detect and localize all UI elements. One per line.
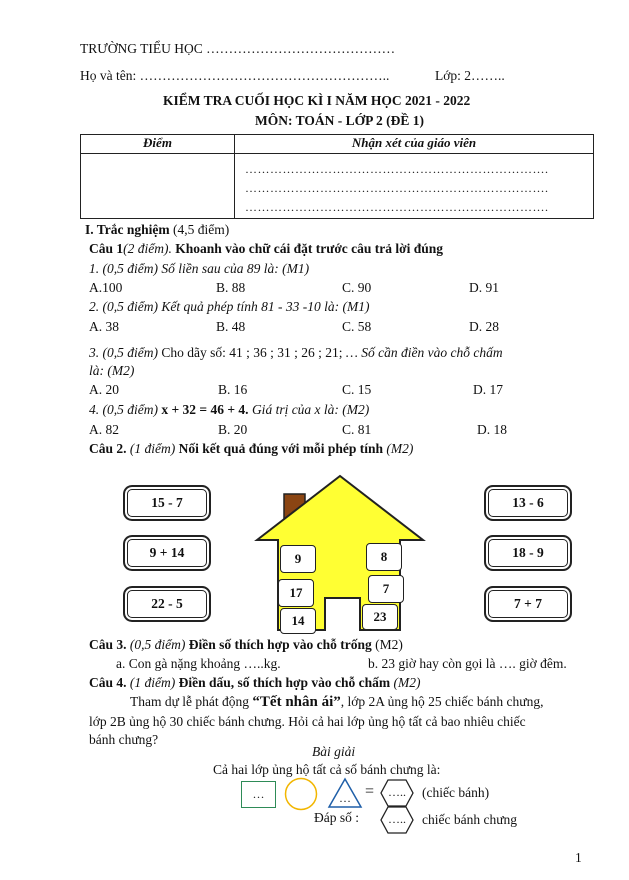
comment-cell[interactable] — [235, 154, 594, 219]
house-illustration — [250, 470, 430, 635]
q1-2-opt-d[interactable]: D. 28 — [469, 319, 499, 334]
q1-heading: Câu 1(2 điểm). Khoanh vào chữ cái đặt trước câu trả lời đúng — [89, 241, 444, 256]
q1-4-opt-c[interactable]: C. 81 — [342, 422, 372, 437]
hexagon-blank-2[interactable]: ….. — [388, 812, 406, 826]
expr-left-1[interactable]: 15 - 7 — [123, 485, 211, 521]
circle-blank[interactable] — [284, 777, 318, 811]
name-line: Họ và tên: ……………………………………………….. — [80, 68, 390, 83]
comment-dots-1: ………………………………………………………………. — [245, 162, 549, 176]
exam-subtitle: MÔN: TOÁN - LỚP 2 (ĐỀ 1) — [255, 113, 425, 128]
solution-line: Cả hai lớp ủng hộ tất cả số bánh chưng là: — [213, 762, 441, 777]
q1-1-text: 1. (0,5 điểm) Số liền sau của 89 là: (M1) — [89, 261, 310, 276]
house-number-23[interactable]: 23 — [362, 604, 398, 630]
q1-3-opt-a[interactable]: A. 20 — [89, 382, 119, 397]
house-number-9[interactable]: 9 — [280, 545, 316, 573]
q1-2-opt-c[interactable]: C. 58 — [342, 319, 372, 334]
comment-dots-3: ………………………………………………………………. — [245, 200, 549, 214]
q4-paragraph-3: bánh chưng? — [89, 732, 159, 747]
page-number: 1 — [575, 850, 582, 865]
square-blank[interactable]: … — [241, 781, 276, 808]
q1-4-opt-a[interactable]: A. 82 — [89, 422, 119, 437]
solution-title: Bài giải — [312, 744, 356, 759]
expr-right-3[interactable]: 7 + 7 — [484, 586, 572, 622]
q1-1-opt-d[interactable]: D. 91 — [469, 280, 499, 295]
q1-3-text-line2: là: (M2) — [89, 363, 135, 378]
class-line: Lớp: 2…….. — [435, 68, 505, 83]
q1-2-opt-b[interactable]: B. 48 — [216, 319, 246, 334]
school-line: TRƯỜNG TIỂU HỌC …………………………………… — [80, 41, 396, 56]
equals-sign: = — [365, 783, 375, 800]
q1-3-text: 3. (0,5 điểm) Cho dãy số: 41 ; 36 ; 31 ; 26 ; 21; … Số cần điền vào chỗ chấm — [89, 345, 503, 360]
q1-1-opt-a[interactable]: A.100 — [89, 280, 123, 295]
q1-4-opt-d[interactable]: D. 18 — [477, 422, 507, 437]
house-number-14[interactable]: 14 — [280, 608, 316, 634]
q1-4-text: 4. (0,5 điểm) x + 32 = 46 + 4. Giá trị của x là: (M2) — [89, 402, 370, 417]
score-table — [80, 134, 594, 219]
q3-heading: Câu 3. (0,5 điểm) Điền số thích hợp vào chỗ trống (M2) — [89, 637, 403, 652]
q3-b: b. 23 giờ hay còn gọi là …. giờ đêm. — [368, 656, 567, 671]
q1-3-opt-c[interactable]: C. 15 — [342, 382, 372, 397]
q1-1-opt-b[interactable]: B. 88 — [216, 280, 246, 295]
house-number-17[interactable]: 17 — [278, 579, 314, 607]
answer-label: Đáp số : — [314, 810, 359, 825]
house-number-8[interactable]: 8 — [366, 543, 402, 571]
unit-label-1: (chiếc bánh) — [422, 785, 490, 800]
comment-header: Nhận xét của giáo viên — [235, 135, 594, 154]
q1-1-opt-c[interactable]: C. 90 — [342, 280, 372, 295]
q1-3-opt-b[interactable]: B. 16 — [218, 382, 248, 397]
q3-a: a. Con gà nặng khoảng …..kg. — [116, 656, 281, 671]
expr-left-3[interactable]: 22 - 5 — [123, 586, 211, 622]
q1-2-opt-a[interactable]: A. 38 — [89, 319, 119, 334]
part1-heading: I. Trắc nghiệm (4,5 điểm) — [85, 222, 230, 237]
expr-right-2[interactable]: 18 - 9 — [484, 535, 572, 571]
q1-2-text: 2. (0,5 điểm) Kết quả phép tính 81 - 33 -10 là: (M1) — [89, 299, 370, 314]
comment-dots-2: ………………………………………………………………. — [245, 181, 549, 195]
q4-heading: Câu 4. (1 điểm) Điền dấu, số thích hợp vào chỗ chấm (M2) — [89, 675, 421, 690]
q4-paragraph-1: Tham dự lễ phát động “Tết nhân ái”, lớp 2A ủng hộ 25 chiếc bánh chưng, — [130, 694, 544, 710]
score-header: Điểm — [81, 135, 235, 154]
expr-left-2[interactable]: 9 + 14 — [123, 535, 211, 571]
q4-paragraph-2: lớp 2B ủng hộ 30 chiếc bánh chưng. Hỏi cả hai lớp ủng hộ tất cả bao nhiêu chiếc — [89, 714, 526, 729]
triangle-blank[interactable]: … — [339, 791, 351, 805]
expr-right-1[interactable]: 13 - 6 — [484, 485, 572, 521]
house-number-7[interactable]: 7 — [368, 575, 404, 603]
unit-label-2: chiếc bánh chưng — [422, 812, 518, 827]
q2-heading: Câu 2. (1 điểm) Nối kết quả đúng với mỗi phép tính (M2) — [89, 441, 414, 456]
q1-3-opt-d[interactable]: D. 17 — [473, 382, 503, 397]
score-cell[interactable] — [81, 154, 235, 219]
q1-4-opt-b[interactable]: B. 20 — [218, 422, 248, 437]
hexagon-blank-1[interactable]: ….. — [388, 785, 406, 799]
exam-title: KIỂM TRA CUỐI HỌC KÌ I NĂM HỌC 2021 - 2022 — [163, 93, 471, 108]
